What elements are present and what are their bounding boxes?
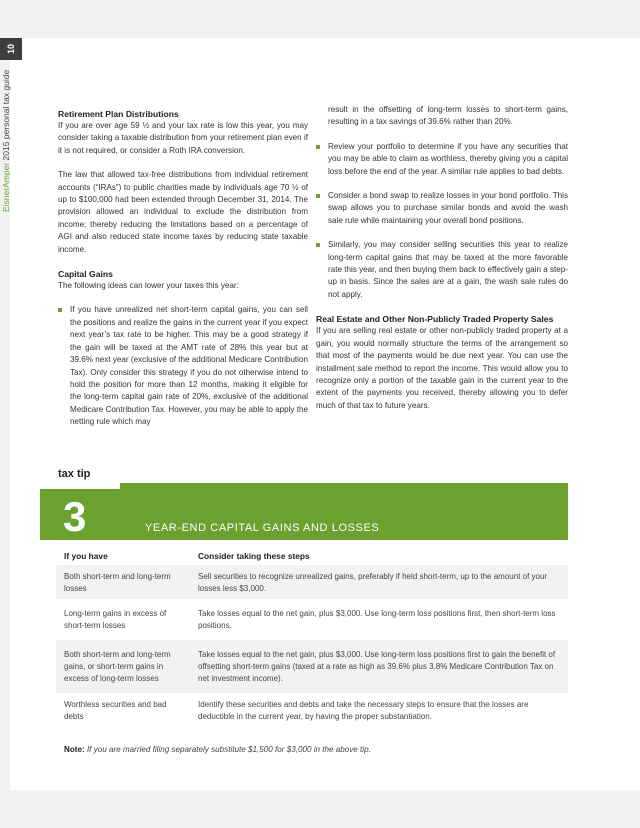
list-item: If you have unrealized net short-term capital gains, you can sell the positions and realize the gains in the current year if you expect next year’s tax rate to be higher. This may be a good strategy if the gain will be taxed at the AMT rate of 28% this year but at 39.6% next year (exclusive of the additional Medicare Contribution Tax). Only consider this strategy if you do not otherwise intend to hold the position for more than 12 months, making it eligible for the long-term capital gain rate of 20%, exclusive of the additional Medicare Contribution Tax. However, you may be able to apply the netting rule which may <box>58 304 308 428</box>
list-item: Similarly, you may consider selling securities this year to realize long-term capital gains that may be taxed at the more favorable rate this year, and then buying them back to effectively gain a step-up in basis. Since the sales are at a gain, the wash sale rules do not apply. <box>316 239 568 301</box>
table-row <box>56 565 568 599</box>
capital-gains-list <box>58 304 308 428</box>
row-have: Worthless securities and bad debts <box>64 700 167 721</box>
row-have: Long-term gains in excess of short-term losses <box>64 609 167 630</box>
continuation-paragraph: result in the offsetting of long-term losses to short-term gains, resulting in a tax savings of 39.6% rather than 20%. <box>328 105 568 127</box>
list-item: Review your portfolio to determine if you have any securities that you may be able to claim as worthless, thereby giving you a capital loss before the end of the year. A similar rule applies to bad debts. <box>316 141 568 178</box>
list-item: Consider a bond swap to realize losses in your bond portfolio. This swap allows you to purchase similar bonds and avoid the wash sale rule while maintaining your overall bond positions. <box>316 190 568 227</box>
tax-tip-table <box>56 547 568 727</box>
bullet-square-icon <box>316 243 320 247</box>
table-header <box>56 547 568 565</box>
row-have: Both short-term and long-term gains, or short-term gains in excess of long-term losses <box>64 650 171 683</box>
table-row <box>56 599 568 640</box>
tax-tip-number: 3 <box>63 493 87 540</box>
row-steps: Take losses equal to the net gain, plus $3,000. Use long-term loss positions first to gain the benefit of offsetting short-term gains (taxed at a rate as high as 39.6% plus 3.8% Medicare Contribution Tax on net investment income). <box>198 650 556 683</box>
table-row <box>56 640 568 693</box>
retirement-paragraph-2: The law that allowed tax-free distributions from individual retirement accounts (“IRAs”) to public charities made by individuals age 70 ½ of up to $100,000 had been extended through December 31, 2014. The provision allowed an individual to exclude the distribution from income; thereby reducing the limitations based on a percentage of AGI and also reduced state income taxes by reducing state taxable income. <box>58 170 308 254</box>
bullet-square-icon <box>58 308 62 312</box>
tax-tip-title: YEAR-END CAPITAL GAINS AND LOSSES <box>145 522 380 534</box>
bullet-square-icon <box>316 145 320 149</box>
banner-notch <box>40 483 120 489</box>
row-steps: Identify these securities and debts and take the necessary steps to ensure that the losses are deductible in the current year, by having the proper substantiation. <box>198 700 529 721</box>
right-column <box>316 104 568 424</box>
capital-gains-heading: Capital Gains <box>58 269 113 280</box>
real-estate-paragraph: If you are selling real estate or other non-publicly traded property at a gain, you would normally structure the terms of the arrangement so that most of the payments would be due next year. You can use the installment sale method to report the income. This would allow you to recognize only a portion of the taxable gain in the current year to the extent of the payments you received, thereby allowing you to defer much of that tax to future years. <box>316 326 568 410</box>
guide-title: 2015 personal tax guide <box>1 69 11 161</box>
tip-note <box>64 745 371 754</box>
row-have: Both short-term and long-term losses <box>64 572 171 593</box>
row-steps: Take losses equal to the net gain, plus $3,000. Use long-term loss positions first, then short-term loss positions. <box>198 609 556 630</box>
retirement-paragraph-1: If you are over age 59 ½ and your tax rate is low this year, you may consider taking a taxable distribution from your retirement plan even if it is not required, or consider a Roth IRA conversion. <box>58 121 308 155</box>
column-header-steps: Consider taking these steps <box>198 551 310 561</box>
column-header-have: If you have <box>64 551 108 561</box>
page-number-tab <box>0 38 22 60</box>
capital-gains-list-continued <box>316 141 568 301</box>
tax-tip-label: tax tip <box>58 468 91 480</box>
real-estate-heading: Real Estate and Other Non-Publicly Traded Property Sales <box>316 314 554 325</box>
note-label: Note: <box>64 745 85 754</box>
capital-gains-intro: The following ideas can lower your taxes this year: <box>58 281 239 291</box>
page-number: 10 <box>5 43 16 55</box>
retirement-heading: Retirement Plan Distributions <box>58 109 179 119</box>
row-steps: Sell securities to recognize unrealized gains, preferably if held short-term, up to the amount of your losses less $3,000. <box>198 572 548 593</box>
note-text: If you are married filing separately substitute $1,500 for $3,000 in the above tip. <box>86 745 371 754</box>
table-row <box>56 693 568 727</box>
bullet-square-icon <box>316 194 320 198</box>
brand-name: EisnerAmper <box>1 162 11 212</box>
left-column <box>58 108 308 441</box>
